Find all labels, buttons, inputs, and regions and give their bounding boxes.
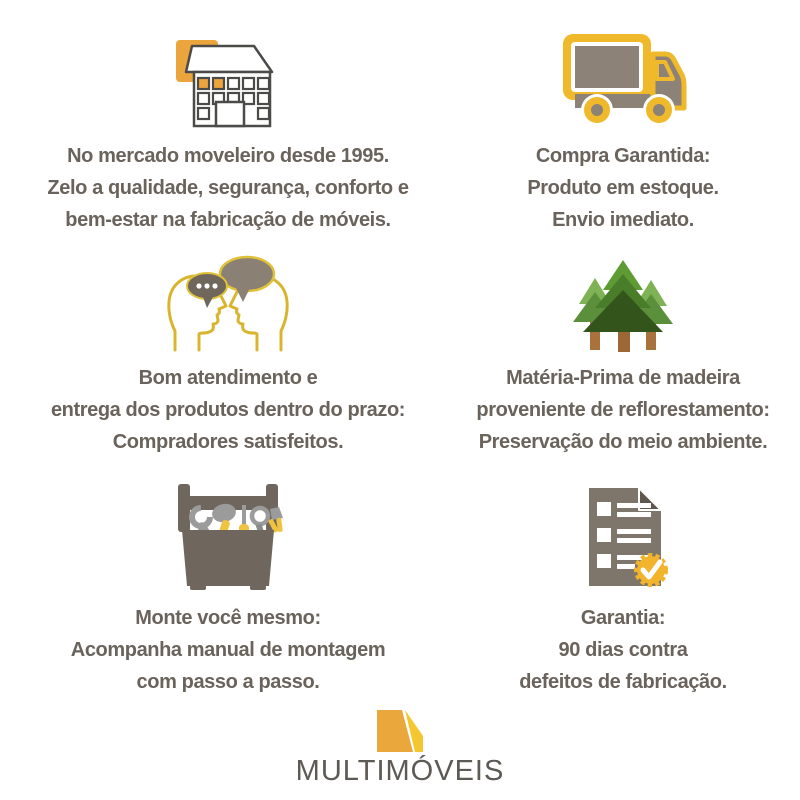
brand-footer (0, 710, 800, 788)
row-1 (0, 0, 800, 236)
text-line: Produto em estoque. (527, 177, 719, 199)
section-self-assembly (0, 480, 456, 698)
section-customer-service (0, 256, 456, 458)
text-line: Compradores satisfeitos. (112, 431, 344, 453)
delivery-truck-icon (559, 28, 687, 130)
row-3 (0, 480, 800, 698)
warranty-checklist-icon (569, 482, 677, 592)
section-text (71, 602, 385, 698)
text-line: Garantia: (580, 607, 666, 629)
text-line: Acompanha manual de montagem (70, 639, 386, 661)
multimoveis-logo-mark-icon (377, 710, 423, 752)
text-line: com passo a passo. (136, 671, 320, 693)
text-line: defeitos de fabricação. (519, 671, 727, 693)
text-line: No mercado moveleiro desde 1995. (67, 145, 389, 167)
section-text (47, 140, 408, 236)
customer-chat-icon (163, 252, 293, 352)
section-warranty (456, 480, 790, 698)
pine-trees-icon (566, 258, 680, 352)
text-line: Preservação do meio ambiente. (478, 431, 768, 453)
section-text (527, 140, 718, 236)
section-text (51, 362, 405, 458)
section-factory-history (0, 28, 456, 236)
section-raw-material (456, 256, 790, 458)
toolbox-icon (164, 480, 292, 592)
text-line: Zelo a qualidade, segurança, conforto e (47, 177, 409, 199)
text-line: Bom atendimento e (138, 367, 318, 389)
text-line: Monte você mesmo: (135, 607, 321, 629)
text-line: Envio imediato. (552, 209, 694, 231)
building-icon (172, 34, 284, 130)
text-line: bem-estar na fabricação de móveis. (65, 209, 391, 231)
section-guaranteed-purchase (456, 28, 790, 236)
text-line: Compra Garantida: (535, 145, 711, 167)
section-text (519, 602, 727, 698)
text-line: entrega dos produtos dentro do prazo: (50, 399, 406, 421)
text-line: 90 dias contra (558, 639, 688, 661)
text-line: Matéria-Prima de madeira (506, 367, 740, 389)
text-line: proveniente de reflorestamento: (476, 399, 770, 421)
section-text (476, 362, 769, 458)
row-2 (0, 256, 800, 458)
brand-name: MULTIMÓVEIS (295, 755, 505, 787)
